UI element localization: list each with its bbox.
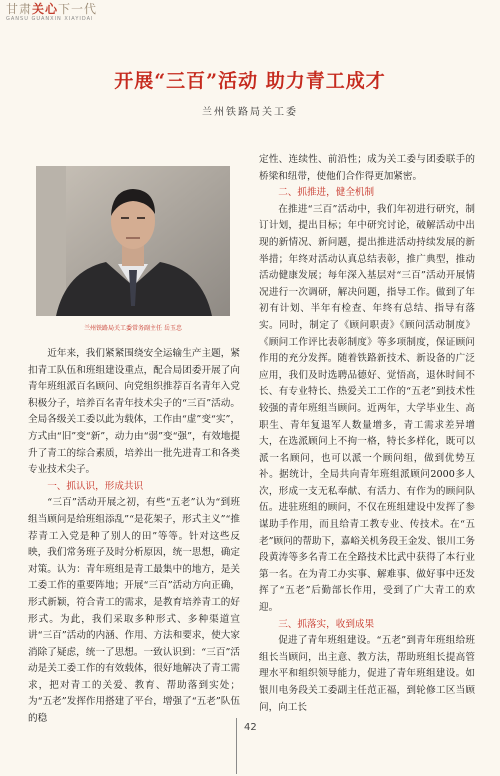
section1-paragraph: “三百”活动开展之初，有些“五老”认为“到班组当顾问是给班组添乱”“是花架子，形式主义”“推荐青工入党是种了别人的田”等等。针对这些反映，我们常务班子及时分析原因，统一思想，确定对策。认为：青年班组是青工最集中的地方，是关工委工作的重要阵地；开展“三百”活动方向正确，形式新颖，符合青工的需求，是教育培养青工的好形式。为此，我们采取多种形式、多种渠道宣讲“三百”活动的内涵、作用、方法和要求，使大家消除了疑虑，统一了思想。一致认识到：“三百”活动是关工委工作的有效载体，很好地解决了青工需求，把对青工的关爱、教育、帮助落到实处；为“五老”发挥作用搭建了平台，增强了“五老”队伍的稳 xyxy=(28,497,240,725)
section-heading-3: 三、抓落实，收到成果 xyxy=(278,618,375,630)
section-heading-2: 二、抓推进，健全机制 xyxy=(278,187,375,199)
intro-paragraph: 近年来，我们紧紧围绕安全运输生产主题，紧扣青工队伍和班组建设重点，配合局团委开展了向青年班组派百名顾问、向党组织推荐百名青年入党积极分子，培养百名青年技术尖子的“三百”活动。全局各级关工委以此为载体，工作由“虚”变“实”，方式由“旧”变“新”，动力由“弱”变“强”，有效地提升了青工的综合素质，培养出一批先进青工和各类专业技术尖子。 xyxy=(28,348,240,476)
section2-paragraph: 在推进“三百”活动中，我们年初进行研究，制订计划，提出目标；年中研究讨论，破解活动中出现的新情况、新问题，提出推进活动持续发展的新举措；年终对活动认真总结表彰，推广典型，推动活动健康发展；每年深入基层对“三百”活动开展情况进行一次调研，解决问题，指导工作。做到了年初有计划、半年有检查、年终有总结、指导有落实。同时，制定了《顾问职责》《顾问活动制度》《顾问工作评比表彰制度》等多项制度，保证顾问作用的充分发挥。随着铁路新技术、新设备的广泛应用，我们及时选聘品德好、觉悟高，退休时间不长、有专业特长、热爱关工工作的“五老”到技术性较强的青年班组当顾问。近两年，大学毕业生、高职生、青年复退军人数量增多，青工需求差异增大，在选派顾问上不拘一格，特长多样化，既可以派一名顾问，也可以派一个顾问组，做到优势互补。据统计，全局共向青年班组派顾问2000多人次，形成一支无私奉献、有活力、有作为的顾问队伍。进驻班组的顾问，不仅在班组建设中发挥了参谋助手作用，而且给青工教专业、传技术。在“五老”顾问的帮助下，嘉峪关机务段王金发、银川工务段黄涛等多名青工在全路技术比武中获得了本行业第一名。在为青工办实事、解难事、做好事中还发挥了“五老”后勤部长作用，受到了广大青工的欢迎。 xyxy=(259,203,475,614)
magazine-masthead xyxy=(6,3,126,29)
masthead-title-part1: 甘肃 xyxy=(6,2,33,16)
article-column-left xyxy=(28,346,240,728)
masthead-title-part2: 关心 xyxy=(32,2,59,16)
masthead-pinyin: GANSU GUANXIN XIAYIDAI xyxy=(6,16,94,22)
article-author: 兰州铁路局关工委 xyxy=(202,107,298,118)
section3-paragraph: 促进了青年班组建设。“五老”到青年班组给班组长当顾问，出主意、教方法，帮助班组长提高管理水平和组织领导能力，促进了青年班组建设。如银川电务段关工委副主任范正福，到轮修工区当顾问，向工长 xyxy=(259,635,475,713)
portrait-photo xyxy=(36,166,230,316)
section-heading-1: 一、抓认识，形成共识 xyxy=(47,480,144,492)
section1-continuation: 定性、连续性、前沿性；成为关工委与团委联手的桥梁和纽带，使他们合作得更加紧密。 xyxy=(259,154,475,182)
masthead-title-part3: 下一代 xyxy=(58,2,98,16)
article-title: 开展“三百”活动 助力青工成才 xyxy=(114,70,386,92)
photo-caption: 兰州铁路局关工委常务副主任 岳玉忠 xyxy=(84,325,182,332)
article-column-right xyxy=(259,152,475,716)
footer-divider xyxy=(236,718,237,774)
page-number: 42 xyxy=(244,722,257,733)
